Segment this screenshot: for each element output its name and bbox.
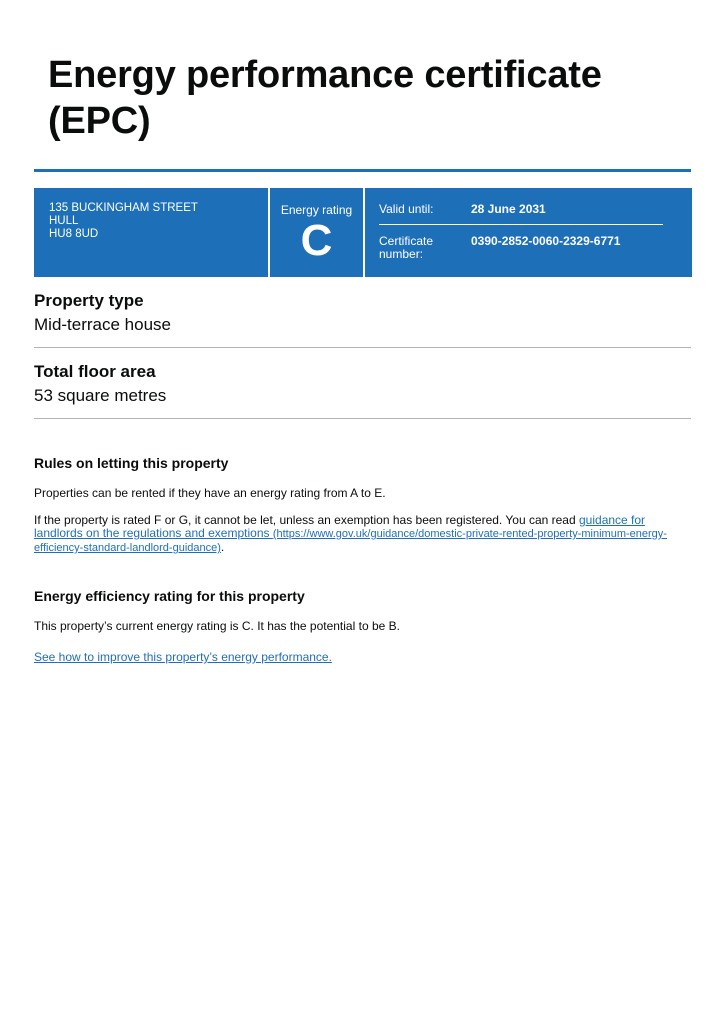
address-line-1: 135 BUCKINGHAM STREET (49, 202, 198, 214)
details-divider (379, 224, 663, 225)
floor-area-value: 53 square metres (34, 386, 167, 405)
energy-rating-box (270, 188, 363, 277)
letting-rules-heading: Rules on letting this property (34, 455, 229, 471)
section-divider (34, 347, 691, 348)
title-divider (34, 169, 691, 172)
energy-rating-letter: C (300, 216, 333, 265)
valid-until-label: Valid until: (379, 202, 434, 216)
certificate-details (365, 188, 692, 277)
floor-area-label: Total floor area (34, 362, 156, 381)
efficiency-rating-heading: Energy efficiency rating for this property (34, 588, 305, 604)
energy-rating-label: Energy rating (280, 203, 353, 217)
certificate-number-label-line2: number: (379, 247, 424, 261)
property-type-label: Property type (34, 291, 144, 310)
certificate-number-value: 0390-2852-0060-2329-6771 (471, 234, 621, 248)
improve-performance-link[interactable]: See how to improve this property’s energy performance. (34, 650, 332, 664)
page-title: Energy performance certificate (EPC) (48, 54, 602, 142)
letting-rules-paragraph-1: Properties can be rented if they have an energy rating from A to E. (34, 486, 386, 500)
property-type-value: Mid-terrace house (34, 315, 172, 334)
landlord-guidance-link-text: guidance for landlords on the regulations and exemptions (34, 513, 646, 540)
improve-performance-paragraph (34, 651, 694, 664)
letting-rules-period: . (220, 540, 225, 554)
letting-rules-text: If the property is rated F or G, it cannot be let, unless an exemption has been registered. You can read (34, 513, 579, 527)
efficiency-rating-paragraph: This property’s current energy rating is C. It has the potential to be B. (34, 619, 400, 633)
address-line-2: HULL (49, 215, 79, 227)
letting-rules-paragraph-2 (34, 514, 694, 555)
property-address (34, 188, 268, 277)
landlord-guidance-url: (https://www.gov.uk/guidance/domestic-private-rented-property-minimum-energy-efficiency-standard-landlord-guidance) (34, 528, 667, 554)
certificate-number-label-line1: Certificate (379, 234, 434, 248)
epc-summary-banner (34, 188, 692, 277)
address-line-3: HU8 8UD (49, 228, 99, 240)
section-divider (34, 418, 691, 419)
valid-until-value: 28 June 2031 (471, 202, 546, 216)
